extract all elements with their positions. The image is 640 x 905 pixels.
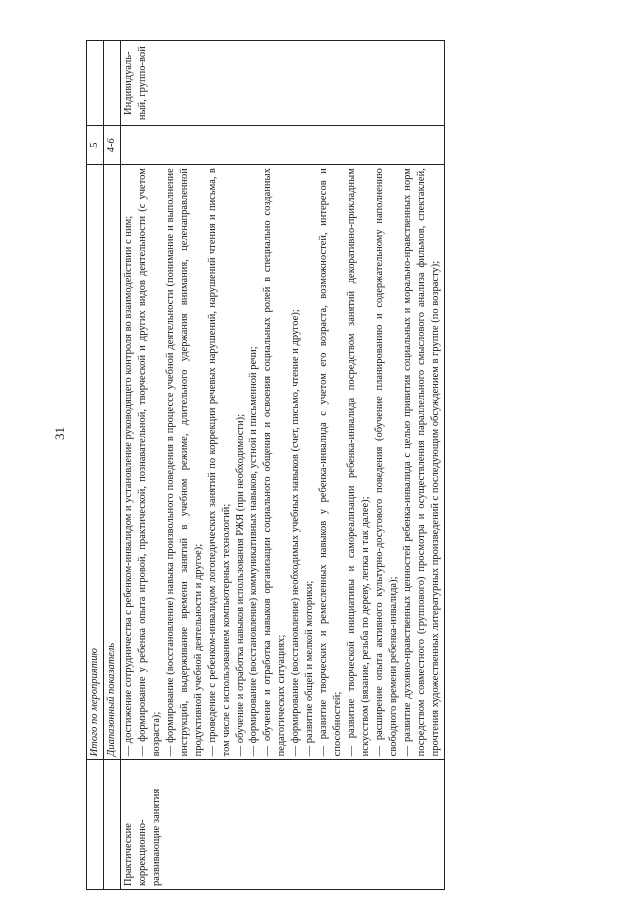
page-number: 31	[52, 427, 67, 440]
list-item: — формирование у ребенка опыта игровой, практической, познавательной, творческой и других видов деятельности (с учетом возраста);	[136, 168, 162, 757]
activity-form: Индивидуаль-ный, группо-вой	[120, 41, 444, 126]
activity-row	[120, 41, 444, 890]
empty-cell	[87, 41, 104, 126]
list-item: — формирование (восстановление) навыка произвольного поведения в процессе учебной деятельности (понимание и выполнение инструкций, выдерживание времени занятий в учебном режиме, длительного удержания внимания, целенаправленной продуктивной учебной деятельности и другое);	[164, 168, 204, 757]
empty-cell	[87, 760, 104, 890]
activity-content	[120, 165, 444, 760]
list-item: — развитие духовно-нравственных ценностей ребенка-инвалида с целью привития социальных и морально-нравственных норм посредством совместного (группового) просмотра и осуществления параллельного смыслового анализа фильмов, спектаклей, прочтения художественных литературных произведений с последующим обсуждением в группе (по возрасту);	[401, 168, 441, 757]
total-value: 5	[87, 126, 104, 165]
range-label: Диапазонный показатель	[103, 165, 120, 760]
list-item: — развитие творческих и ремесленных навыков у ребенка-инвалида с учетом его возраста, возможностей, интересов и способностей;	[318, 168, 344, 757]
list-item: — обучение и отработка навыков использования РЖЯ (при необходимости);	[234, 414, 246, 757]
activity-name: Практические коррекционно-развивающие занятия	[120, 760, 444, 890]
list-item: — обучение и отработка навыков организации социального общения и освоения социальных ролей в специально созданных педагогических ситуациях;	[262, 168, 288, 757]
list-item: — формирование (восстановление) коммуникативных навыков, устной и письменной речи;	[248, 346, 260, 757]
activities-table	[86, 40, 445, 890]
empty-cell	[103, 760, 120, 890]
empty-cell	[120, 126, 444, 165]
list-item: — достижение сотрудничества с ребенком-инвалидом и установление руководящего контроля во взаимодействии с ним;	[122, 215, 134, 757]
list-item: — формирование (восстановление) необходимых учебных навыков (счет, письмо, чтение и другое);	[290, 309, 302, 757]
range-value: 4-6	[103, 126, 120, 165]
empty-cell	[103, 41, 120, 126]
list-item: — развитие общей и мелкой моторики;	[304, 580, 316, 757]
total-label: Итого по мероприятию	[87, 165, 104, 760]
total-row	[87, 41, 104, 890]
range-row	[103, 41, 120, 890]
list-item: — проведение с ребенком-инвалидом логопедических занятий по коррекции речевых нарушений, нарушений чтения и письма, в том числе с использованием компьютерных технологий;	[206, 168, 232, 757]
rotated-table-sheet	[86, 40, 556, 890]
list-item: — расширение опыта активного культурно-досугового поведения (обучение планированию и содержательному наполнению свободного времени ребенка-инвалида);	[374, 168, 400, 757]
list-item: — развитие творческой инициативы и самореализации ребенка-инвалида посредством занятий декоративно-прикладным искусством (вязание, резьба по дереву, лепка и так далее);	[346, 168, 372, 757]
